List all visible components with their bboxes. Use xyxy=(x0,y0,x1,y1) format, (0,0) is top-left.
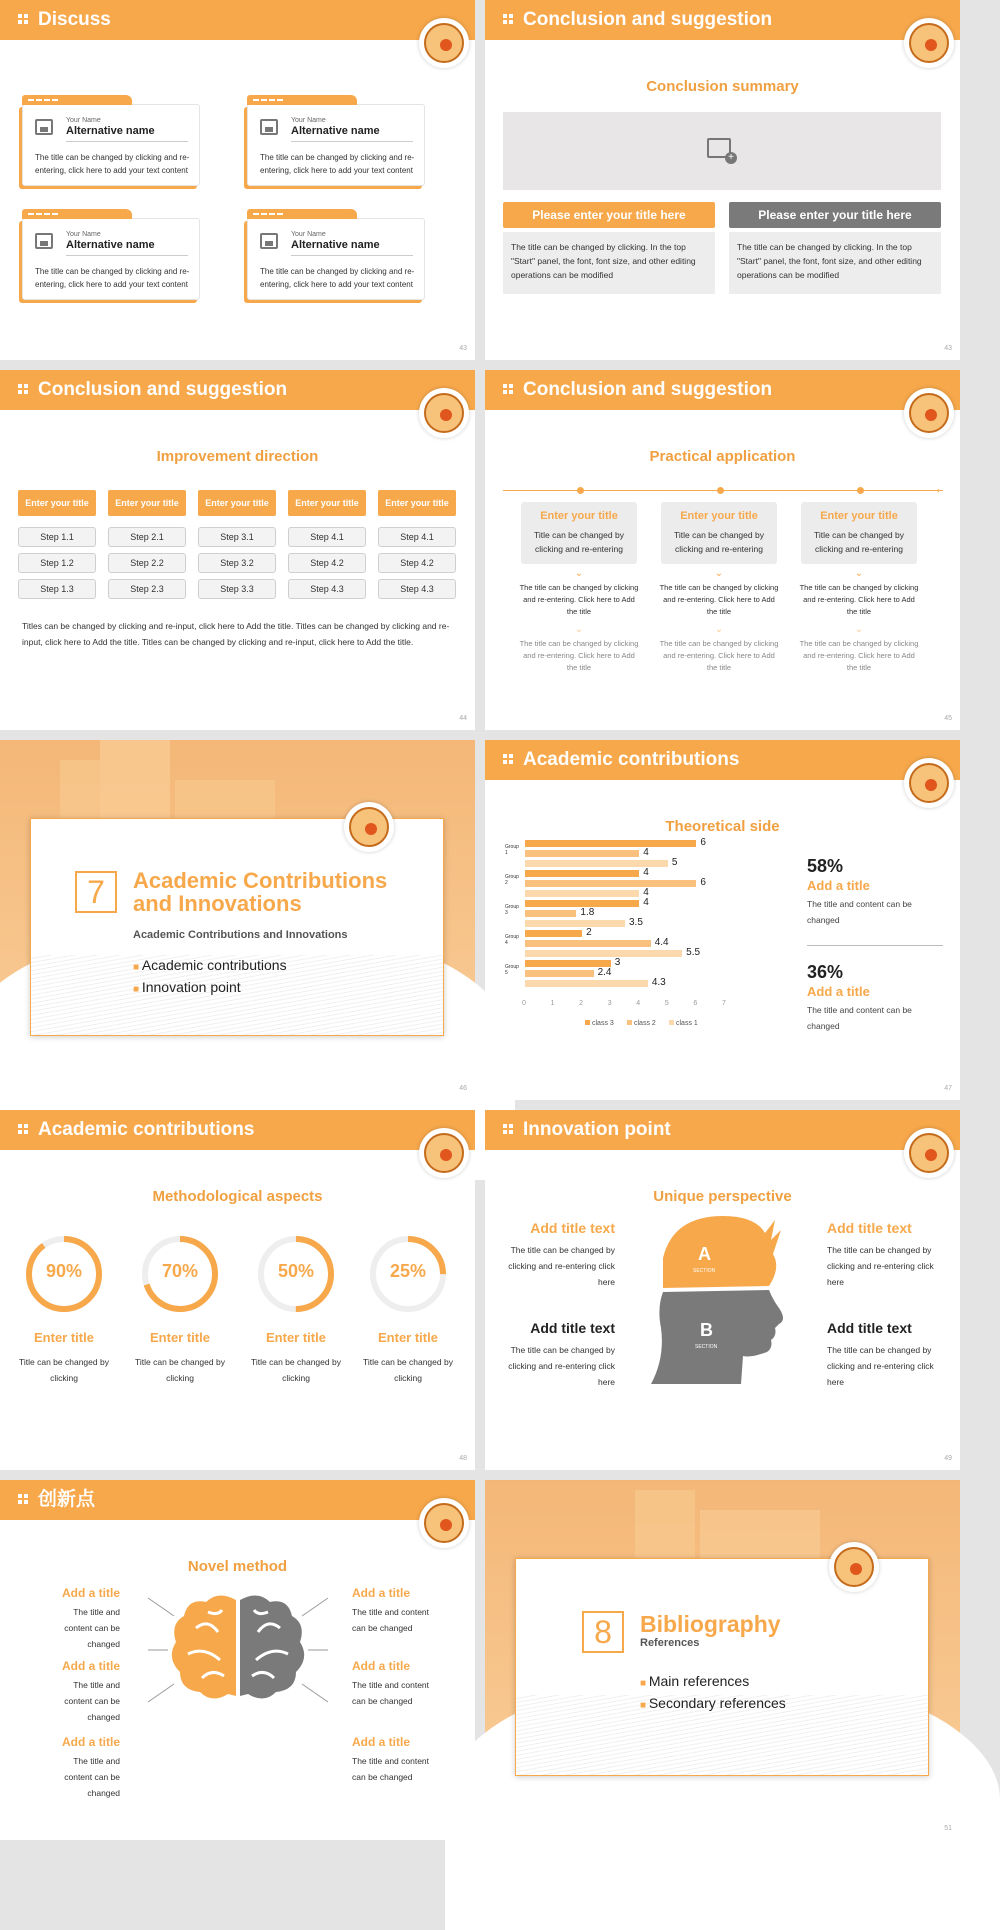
text-block[interactable]: Add a title The title and content can be changed xyxy=(61,1586,120,1649)
step-button[interactable]: Step 3.1 xyxy=(198,527,276,547)
x-tick-label: 3 xyxy=(607,1000,612,1007)
slide-header xyxy=(485,740,960,780)
slide-header xyxy=(485,1110,960,1150)
ring-percentage: 50% xyxy=(277,1261,315,1281)
section-label-b: SECTION xyxy=(695,1344,718,1350)
data-label: 4 xyxy=(643,867,649,878)
page-number: 46 xyxy=(459,1085,467,1092)
description-paragraph: Titles can be changed by clicking and re-input, click here to Add the title. Titles can be changed by clicking and re-input, click here to Add the title. Titles can be changed by clicking and re-input, click here to Add the title. xyxy=(22,621,450,647)
bar-class-3 xyxy=(525,870,639,877)
card-text: The title can be changed by clicking and re-entering, click here to add your text content xyxy=(35,153,190,175)
application-card[interactable] xyxy=(661,502,777,564)
column-title[interactable]: Enter your title xyxy=(288,490,366,516)
bar-class-2 xyxy=(525,910,576,917)
bar-class-1 xyxy=(525,950,682,957)
column-title[interactable]: Enter your title xyxy=(18,490,96,516)
chevron-down-icon: ⌄ xyxy=(854,568,864,579)
section-item[interactable]: ■ Main references xyxy=(640,1673,750,1689)
text-block[interactable]: Add a title The title and content can be changed xyxy=(61,1659,120,1722)
application-card[interactable] xyxy=(801,502,917,564)
card-text: The title can be changed by clicking and re-entering, click here to add your text content xyxy=(35,267,190,289)
x-tick-label: 1 xyxy=(550,1000,555,1007)
university-emblem xyxy=(419,388,469,438)
x-tick-label: 5 xyxy=(664,1000,669,1007)
card-your-name: Your Name xyxy=(291,231,326,238)
section-card xyxy=(30,818,444,1036)
card-your-name: Your Name xyxy=(291,117,326,124)
section-title: Academic Contributions and Innovations xyxy=(133,868,388,916)
slide-subtitle: Unique perspective xyxy=(653,1188,792,1205)
university-emblem xyxy=(419,1498,469,1548)
text-block[interactable]: Add a title The title and content can be changed xyxy=(61,1735,120,1798)
dots-icon xyxy=(18,1494,28,1504)
chevron-down-icon: ⌄ xyxy=(714,568,724,579)
stat-text: The title and content can be changed xyxy=(807,1005,912,1031)
page-number: 45 xyxy=(944,715,952,722)
slide-header xyxy=(0,370,475,410)
chevron-down-icon: ⌄ xyxy=(854,624,864,635)
slide-subtitle: Novel method xyxy=(187,1558,288,1575)
ring-text: Title can be changed by clicking xyxy=(135,1357,225,1383)
card-name: Alternative name xyxy=(291,125,380,137)
slide-title: Conclusion and suggestion xyxy=(523,379,773,400)
section-number: 8 xyxy=(582,1611,624,1653)
card-detail: The title can be changed by clicking and re-entering. Click here to Add the title xyxy=(799,639,919,672)
legend-item: class 1 xyxy=(669,1020,698,1027)
slide-subtitle: Improvement direction xyxy=(156,448,319,465)
image-icon xyxy=(35,233,53,249)
profile-card[interactable] xyxy=(22,218,200,300)
section-label-a: SECTION xyxy=(693,1268,716,1274)
step-button[interactable]: Step 4.2 xyxy=(288,553,366,573)
card-detail: The title can be changed by clicking and re-entering. Click here to Add the title xyxy=(659,583,779,616)
card-body: Title can be changed by clicking and re-entering xyxy=(534,530,624,554)
data-label: 6 xyxy=(700,877,706,888)
stat-text: The title and content can be changed xyxy=(807,899,912,925)
brain-icon xyxy=(148,1588,328,1708)
card-title: Enter your title xyxy=(680,510,758,522)
x-tick-label: 7 xyxy=(722,1000,726,1007)
timeline-dot xyxy=(717,487,724,494)
slide-section-8[interactable] xyxy=(485,1480,960,1840)
text-block[interactable]: Add a title The title and content can be changed xyxy=(352,1735,430,1782)
bar-class-1 xyxy=(525,890,639,897)
data-label: 4 xyxy=(643,847,649,858)
slide-subtitle: Methodological aspects xyxy=(152,1188,323,1205)
chevron-down-icon: ⌄ xyxy=(574,624,584,635)
dots-icon xyxy=(503,1124,513,1134)
text-block[interactable]: Add title text The title can be changed by clicking and re-entering click here xyxy=(827,1320,934,1387)
bar-class-1 xyxy=(525,980,648,987)
page-number: 43 xyxy=(944,345,952,352)
image-icon xyxy=(35,119,53,135)
chevron-down-icon: ⌄ xyxy=(574,568,584,579)
step-button[interactable]: Step 1.2 xyxy=(18,553,96,573)
text-block[interactable]: Add a title The title and content can be changed xyxy=(352,1586,430,1633)
data-label: 5 xyxy=(671,857,678,868)
stat-value: 58% xyxy=(807,856,844,876)
ring-percentage: 70% xyxy=(161,1261,199,1281)
data-label: 3.5 xyxy=(629,917,643,928)
bar-class-3 xyxy=(525,900,639,907)
ring-text: Title can be changed by clicking xyxy=(363,1357,453,1383)
summary-box-text: The title can be changed by clicking. In the top "Start" panel, the font, font size, and other editing operations can be modified xyxy=(729,232,941,294)
university-emblem xyxy=(904,18,954,68)
university-emblem xyxy=(419,1128,469,1178)
image-icon xyxy=(260,233,278,249)
step-button[interactable]: Step 4.1 xyxy=(378,527,456,547)
data-label: 2 xyxy=(586,927,592,938)
add-image-icon: + xyxy=(707,138,731,158)
text-block[interactable]: Add title text The title can be changed by clicking and re-entering click here xyxy=(508,1220,615,1287)
slide-header xyxy=(0,0,475,40)
divider xyxy=(807,945,943,946)
slide-conclusion-summary[interactable] xyxy=(485,0,960,360)
data-label: 4.3 xyxy=(651,977,666,988)
step-button[interactable]: Step 3.2 xyxy=(198,553,276,573)
x-tick-label: 4 xyxy=(636,1000,641,1007)
slide-methodological-aspects[interactable] xyxy=(0,1110,475,1470)
data-label: 4 xyxy=(643,887,649,898)
step-button[interactable]: Step 4.3 xyxy=(288,579,366,599)
summary-box-text: The title can be changed by clicking. In the top "Start" panel, the font, font size, and other editing operations can be modified xyxy=(503,232,715,294)
section-title: Bibliography xyxy=(640,1611,781,1637)
slide-practical-application[interactable] xyxy=(485,370,960,730)
slide-title: Academic contributions xyxy=(523,749,740,770)
slide-title: 创新点 xyxy=(38,1489,96,1510)
data-label: 3 xyxy=(614,957,621,968)
slide-discuss[interactable] xyxy=(0,0,475,360)
profile-card[interactable] xyxy=(247,104,425,186)
section-item[interactable]: ■ Secondary references xyxy=(640,1695,786,1711)
bar-class-3 xyxy=(525,930,582,937)
ring-percentage: 90% xyxy=(45,1261,83,1281)
slide-title: Academic contributions xyxy=(38,1119,255,1140)
text-block[interactable]: Add title text The title can be changed by clicking and re-entering click here xyxy=(827,1220,934,1287)
step-button[interactable]: Step 2.3 xyxy=(108,579,186,599)
profile-card[interactable] xyxy=(22,104,200,186)
stat-title: Add a title xyxy=(807,984,870,999)
dots-icon xyxy=(503,14,513,24)
slide-novel-method[interactable] xyxy=(0,1480,475,1840)
university-emblem xyxy=(829,1542,879,1592)
slide-subtitle: Theoretical side xyxy=(665,818,780,835)
data-label: 4 xyxy=(643,897,649,908)
section-item[interactable]: ■ Innovation point xyxy=(133,979,241,995)
page-number: 49 xyxy=(944,1455,952,1462)
slide-header xyxy=(485,0,960,40)
card-text: The title can be changed by clicking and re-entering, click here to add your text content xyxy=(260,153,415,175)
university-emblem xyxy=(344,802,394,852)
bar-chart xyxy=(505,837,745,1090)
step-button[interactable]: Step 4.3 xyxy=(378,579,456,599)
slide-header xyxy=(485,370,960,410)
x-tick-label: 6 xyxy=(693,1000,698,1007)
step-button[interactable]: Step 1.1 xyxy=(18,527,96,547)
category-label: Group 1 xyxy=(505,844,519,856)
stat-value: 36% xyxy=(807,962,844,982)
bar-class-2 xyxy=(525,940,651,947)
card-detail: The title can be changed by clicking and re-entering. Click here to Add the title xyxy=(659,639,779,672)
image-placeholder[interactable] xyxy=(503,112,941,190)
summary-box-title[interactable]: Please enter your title here xyxy=(503,202,715,228)
bar-class-1 xyxy=(525,920,625,927)
ring-title: Enter title xyxy=(34,1330,94,1345)
text-block[interactable]: Add title text The title can be changed by clicking and re-entering click here xyxy=(508,1320,615,1387)
section-number: 7 xyxy=(75,871,117,913)
dots-icon xyxy=(18,1124,28,1134)
label-b: B xyxy=(700,1320,713,1340)
data-label: 1.8 xyxy=(580,907,595,918)
card-text: The title can be changed by clicking and re-entering, click here to add your text content xyxy=(260,267,415,289)
category-label: Group 4 xyxy=(505,934,519,946)
page-number: 44 xyxy=(459,715,467,722)
legend-item: class 2 xyxy=(627,1020,656,1027)
head-profile-icon xyxy=(643,1208,803,1394)
ring-percentage: 25% xyxy=(389,1261,427,1281)
ring-title: Enter title xyxy=(150,1330,210,1345)
card-title: Enter your title xyxy=(540,510,618,522)
slide-section-7[interactable] xyxy=(0,740,475,1100)
section-subtitle: Academic Contributions and Innovations xyxy=(133,929,348,941)
slide-header xyxy=(0,1110,475,1150)
label-a: A xyxy=(698,1244,711,1264)
step-button[interactable]: Step 3.3 xyxy=(198,579,276,599)
timeline-dot xyxy=(857,487,864,494)
step-button[interactable]: Step 1.3 xyxy=(18,579,96,599)
x-tick-label: 0 xyxy=(522,1000,526,1007)
card-your-name: Your Name xyxy=(66,231,101,238)
university-emblem xyxy=(419,18,469,68)
card-your-name: Your Name xyxy=(66,117,101,124)
slide-title: Conclusion and suggestion xyxy=(523,9,773,30)
application-card[interactable] xyxy=(521,502,637,564)
data-label: 4.4 xyxy=(654,937,669,948)
data-label: 5.5 xyxy=(686,947,701,958)
card-name: Alternative name xyxy=(291,239,380,251)
step-button[interactable]: Step 4.2 xyxy=(378,553,456,573)
slide-title: Conclusion and suggestion xyxy=(38,379,288,400)
slide-unique-perspective[interactable] xyxy=(485,1110,960,1470)
ring-text: Title can be changed by clicking xyxy=(19,1357,109,1383)
stat-title: Add a title xyxy=(807,878,870,893)
chevron-down-icon: ⌄ xyxy=(714,624,724,635)
page-number: 51 xyxy=(944,1825,952,1832)
step-button[interactable]: Step 2.2 xyxy=(108,553,186,573)
data-label: 6 xyxy=(700,837,706,848)
bar-class-1 xyxy=(525,860,668,867)
card-body: Title can be changed by clicking and re-entering xyxy=(814,530,904,554)
column-title[interactable]: Enter your title xyxy=(198,490,276,516)
column-title[interactable]: Enter your title xyxy=(378,490,456,516)
university-emblem xyxy=(904,758,954,808)
category-label: Group 3 xyxy=(505,904,519,916)
dots-icon xyxy=(503,754,513,764)
page-number: 47 xyxy=(944,1085,952,1092)
card-detail: The title can be changed by clicking and re-entering. Click here to Add the title xyxy=(519,583,639,616)
bar-class-3 xyxy=(525,960,611,967)
profile-card[interactable] xyxy=(247,218,425,300)
card-title: Enter your title xyxy=(820,510,898,522)
category-label: Group 5 xyxy=(505,964,519,976)
bar-class-2 xyxy=(525,850,639,857)
image-icon xyxy=(260,119,278,135)
slide-improvement-direction[interactable] xyxy=(0,370,475,730)
timeline-dot xyxy=(577,487,584,494)
summary-box-title[interactable]: Please enter your title here xyxy=(729,202,941,228)
legend-item: class 3 xyxy=(585,1020,614,1027)
section-subtitle: References xyxy=(640,1637,700,1649)
ring-title: Enter title xyxy=(266,1330,326,1345)
section-item[interactable]: ■ Academic contributions xyxy=(133,957,287,973)
ring-title: Enter title xyxy=(378,1330,438,1345)
ring-text: Title can be changed by clicking xyxy=(251,1357,341,1383)
page-number: 43 xyxy=(459,345,467,352)
step-button[interactable]: Step 2.1 xyxy=(108,527,186,547)
slide-subtitle: Practical application xyxy=(649,448,796,465)
column-title[interactable]: Enter your title xyxy=(108,490,186,516)
dots-icon xyxy=(18,14,28,24)
card-name: Alternative name xyxy=(66,239,155,251)
university-emblem xyxy=(904,1128,954,1178)
page-number: 48 xyxy=(459,1455,467,1462)
card-name: Alternative name xyxy=(66,125,155,137)
data-label: 2.4 xyxy=(597,967,612,978)
x-tick-label: 2 xyxy=(579,1000,584,1007)
bar-class-2 xyxy=(525,970,594,977)
slide-title: Discuss xyxy=(38,9,111,30)
arrow-right-icon: › xyxy=(937,485,940,495)
bar-class-3 xyxy=(525,840,696,847)
slide-theoretical-side[interactable] xyxy=(485,740,960,1100)
card-detail: The title can be changed by clicking and re-entering. Click here to Add the title xyxy=(799,583,919,616)
text-block[interactable]: Add a title The title and content can be changed xyxy=(352,1659,430,1706)
card-body: Title can be changed by clicking and re-entering xyxy=(674,530,764,554)
bar-class-2 xyxy=(525,880,696,887)
university-emblem xyxy=(904,388,954,438)
slide-subtitle: Conclusion summary xyxy=(646,78,799,95)
category-label: Group 2 xyxy=(505,874,519,886)
dots-icon xyxy=(503,384,513,394)
section-card xyxy=(515,1558,929,1776)
step-button[interactable]: Step 4.1 xyxy=(288,527,366,547)
card-detail: The title can be changed by clicking and re-entering. Click here to Add the title xyxy=(519,639,639,672)
slide-header xyxy=(0,1480,475,1520)
slide-title: Innovation point xyxy=(523,1119,671,1140)
dots-icon xyxy=(18,384,28,394)
